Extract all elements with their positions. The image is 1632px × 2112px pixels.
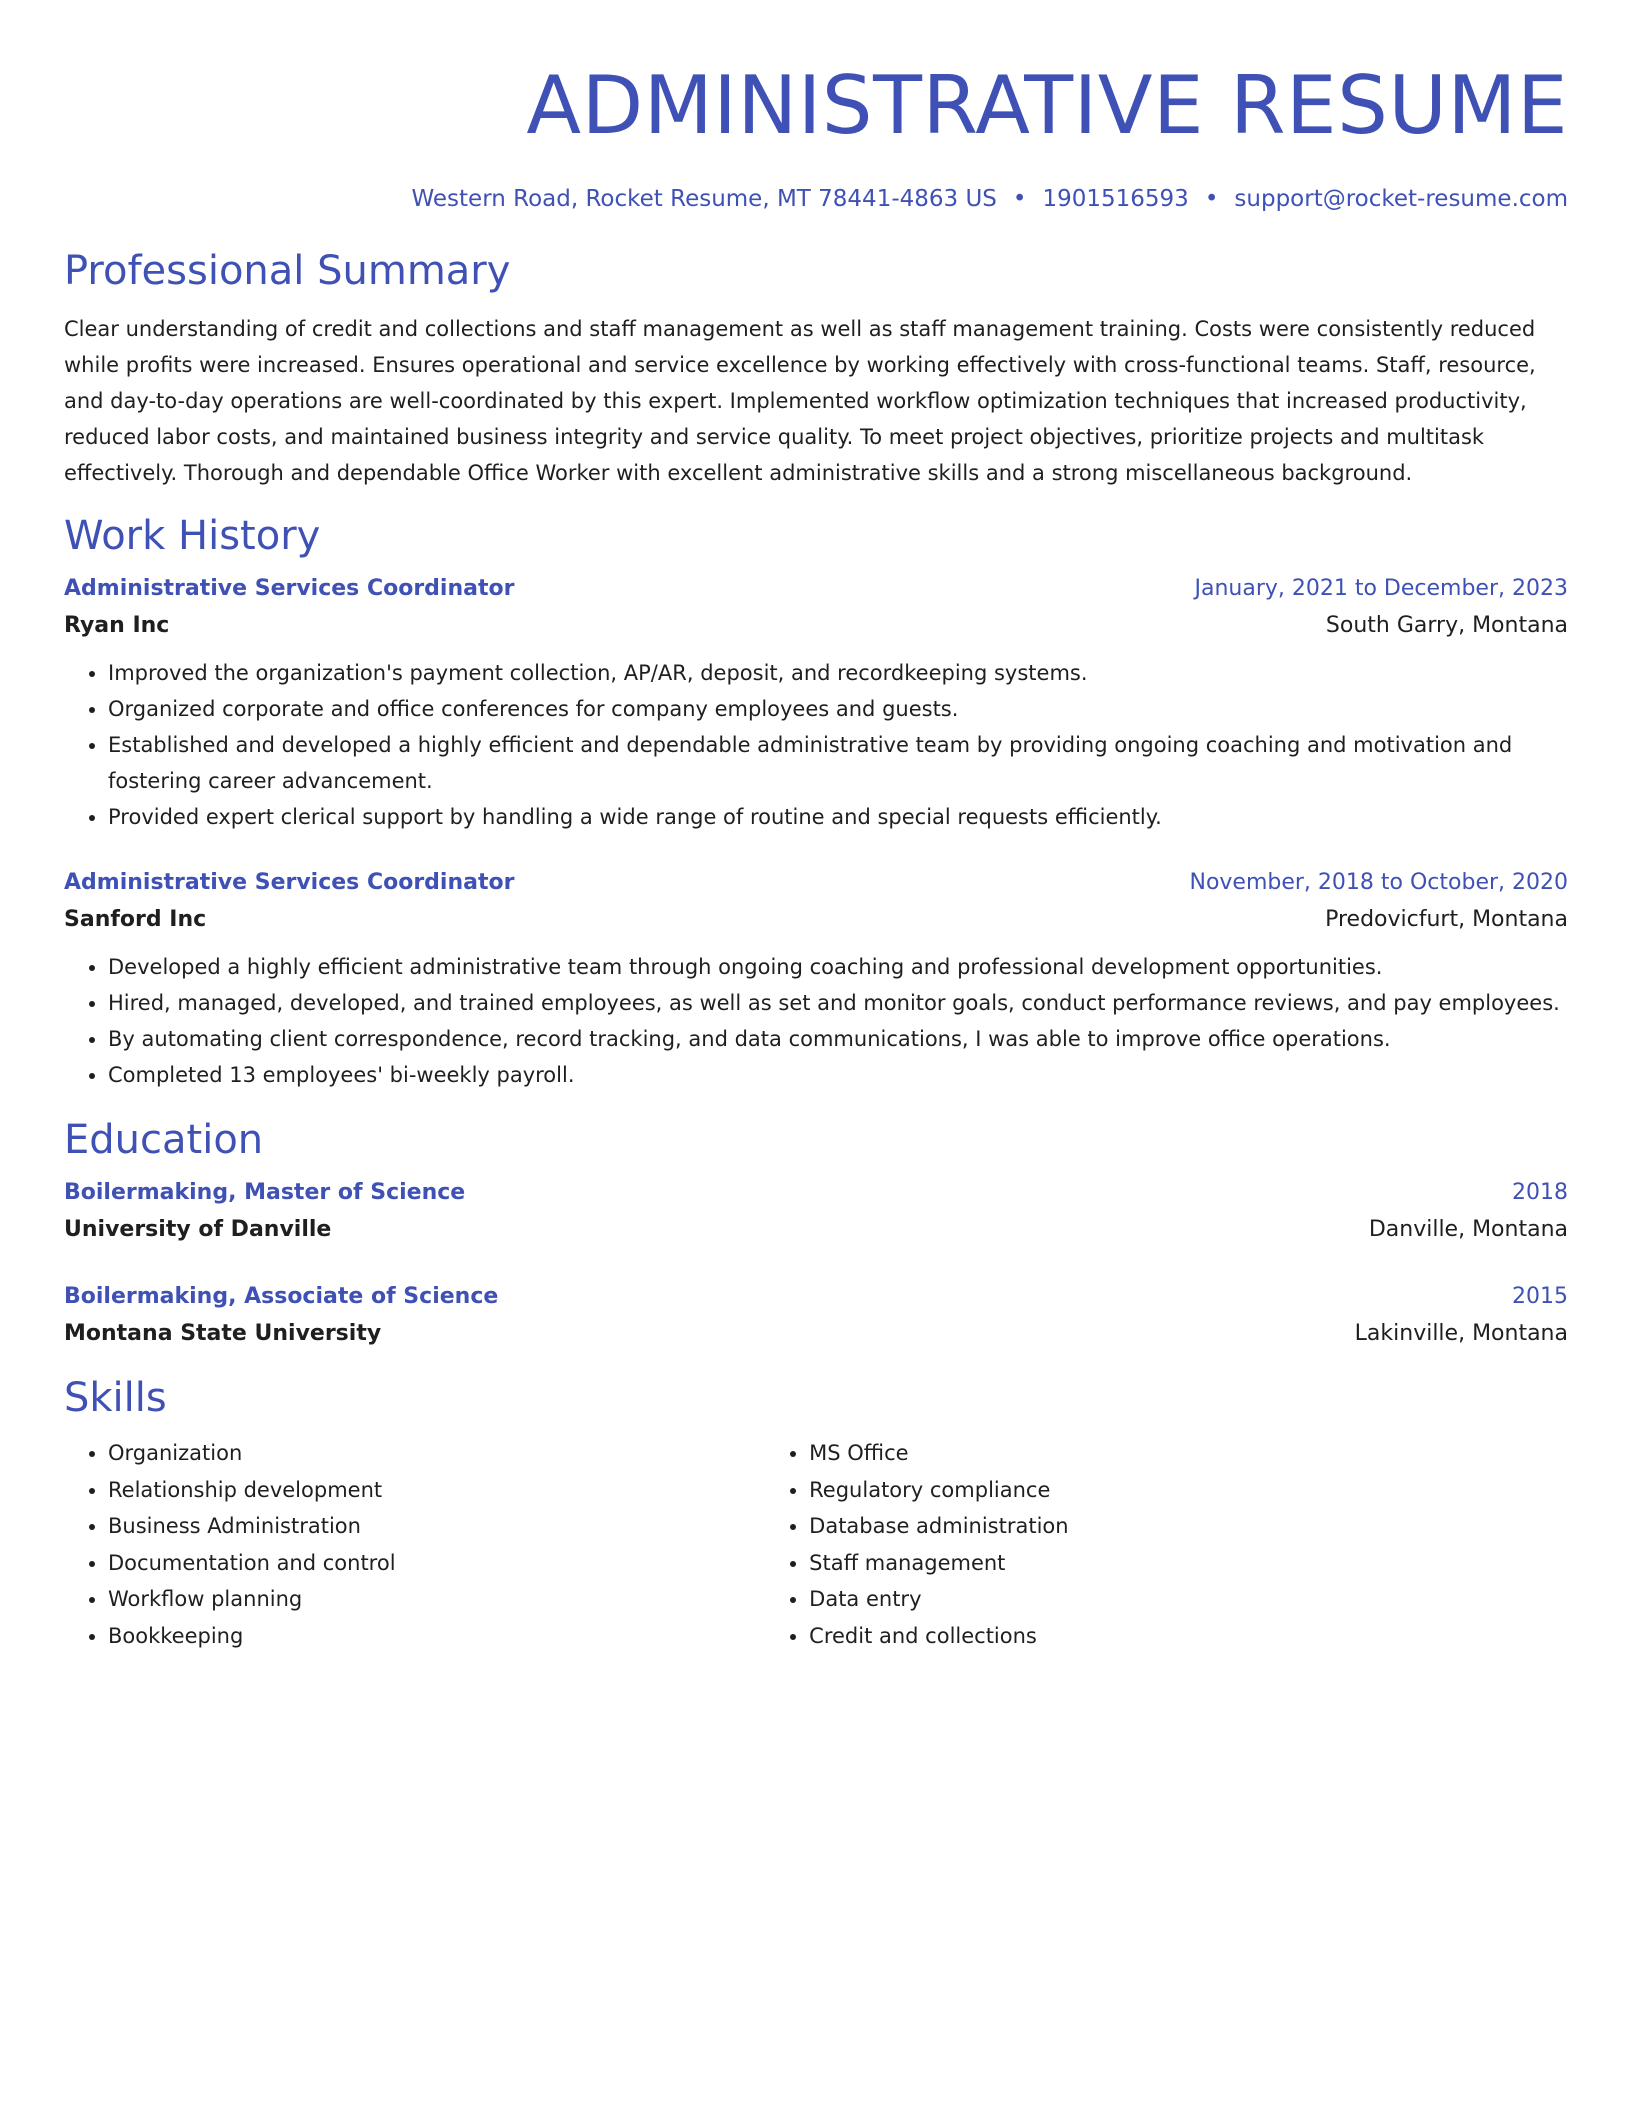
- degree-name: Boilermaking, Master of Science: [64, 1180, 466, 1205]
- skill-item: • Relationship development: [108, 1472, 765, 1509]
- skill-item: • Database administration: [809, 1508, 1568, 1545]
- job-title-row: [64, 865, 1568, 901]
- school-location: Lakinville, Montana: [1354, 1321, 1568, 1346]
- skill-item: • Data entry: [809, 1581, 1568, 1618]
- summary-heading: Professional Summary: [64, 248, 511, 294]
- skills-list-left: [64, 1435, 765, 1654]
- skill-item: • Workflow planning: [108, 1581, 765, 1618]
- skill-item: • Documentation and control: [108, 1545, 765, 1582]
- job-entry: [64, 865, 1568, 1093]
- job-role: Administrative Services Coordinator: [64, 870, 515, 895]
- job-location: South Garry, Montana: [1325, 613, 1568, 638]
- job-bullet: • Provided expert clerical support by handling a wide range of routine and special requests efficiently.: [108, 799, 1568, 835]
- skill-item: • Business Administration: [108, 1508, 765, 1545]
- school-location: Danville, Montana: [1368, 1217, 1568, 1242]
- job-bullet: • Organized corporate and office conferences for company employees and guests.: [108, 691, 1568, 727]
- school-name: University of Danville: [64, 1217, 332, 1242]
- contact-email[interactable]: support@rocket-resume.com: [1234, 186, 1568, 212]
- job-dates: January, 2021 to December, 2023: [1194, 576, 1568, 601]
- job-company: Ryan Inc: [64, 613, 170, 638]
- resume-page: [64, 0, 1568, 1654]
- skill-item: • MS Office: [809, 1435, 1568, 1472]
- job-bullet: • Completed 13 employees' bi-weekly payroll.: [108, 1057, 1568, 1093]
- skill-item: • Regulatory compliance: [809, 1472, 1568, 1509]
- job-title-row: [64, 571, 1568, 607]
- education-section: [64, 1115, 1568, 1353]
- job-bullet: • Established and developed a highly efficient and dependable administrative team by providing ongoing coaching and motivation and fostering career advancement.: [108, 727, 1568, 799]
- skill-item: • Credit and collections: [809, 1618, 1568, 1655]
- skill-item: • Bookkeeping: [108, 1618, 765, 1655]
- job-bullets: [64, 655, 1568, 835]
- resume-header: [64, 0, 1568, 214]
- job-bullets: [64, 949, 1568, 1093]
- contact-separator: •: [1204, 186, 1219, 212]
- job-entry: [64, 571, 1568, 835]
- contact-phone[interactable]: 1901516593: [1042, 186, 1189, 212]
- skills-section: [64, 1373, 1568, 1654]
- job-dates: November, 2018 to October, 2020: [1189, 870, 1568, 895]
- job-bullet: • Developed a highly efficient administrative team through ongoing coaching and professional development opportunities.: [108, 949, 1568, 985]
- job-role: Administrative Services Coordinator: [64, 576, 515, 601]
- education-entry: [64, 1175, 1568, 1249]
- skills-grid: [64, 1435, 1568, 1654]
- work-history-section: [64, 511, 1568, 1093]
- degree-row: [64, 1175, 1568, 1211]
- degree-year: 2015: [1512, 1284, 1568, 1309]
- contact-line: [64, 184, 1568, 214]
- degree-year: 2018: [1512, 1180, 1568, 1205]
- contact-address: Western Road, Rocket Resume, MT 78441-4863 US: [411, 186, 997, 212]
- skill-item: • Organization: [108, 1435, 765, 1472]
- skill-item: • Staff management: [809, 1545, 1568, 1582]
- job-location: Predovicfurt, Montana: [1325, 907, 1568, 932]
- degree-row: [64, 1279, 1568, 1315]
- work-history-heading: Work History: [64, 513, 321, 559]
- job-bullet: • Hired, managed, developed, and trained employees, as well as set and monitor goals, conduct performance reviews, and pay employees.: [108, 985, 1568, 1021]
- skills-list-right: [765, 1435, 1568, 1654]
- job-bullet: • Improved the organization's payment collection, AP/AR, deposit, and recordkeeping systems.: [108, 655, 1568, 691]
- school-name: Montana State University: [64, 1321, 382, 1346]
- job-company-row: [64, 901, 1568, 939]
- skills-heading: Skills: [64, 1375, 167, 1421]
- education-entry: [64, 1279, 1568, 1353]
- school-row: [64, 1315, 1568, 1353]
- degree-name: Boilermaking, Associate of Science: [64, 1284, 499, 1309]
- resume-title: ADMINISTRATIVE RESUME: [526, 59, 1568, 152]
- job-company: Sanford Inc: [64, 907, 207, 932]
- job-bullet: • By automating client correspondence, record tracking, and data communications, I was able to improve office operations.: [108, 1021, 1568, 1057]
- job-company-row: [64, 607, 1568, 645]
- contact-separator: •: [1012, 186, 1027, 212]
- school-row: [64, 1211, 1568, 1249]
- summary-text: Clear understanding of credit and collections and staff management as well as staff management training. Costs were consistently reduced while profits were increased. Ensures operational and service excellence by working effectively with cross-functional teams. Staff, resource, and day-to-day operations are well-coordinated by this expert. Implemented workflow optimization techniques that increased productivity, reduced labor costs, and maintained business integrity and service quality. To meet project objectives, prioritize projects and multitask effectively. Thorough and dependable Office Worker with excellent administrative skills and a strong miscellaneous background.: [64, 317, 1536, 485]
- summary-section: [64, 246, 1568, 491]
- education-heading: Education: [64, 1117, 264, 1163]
